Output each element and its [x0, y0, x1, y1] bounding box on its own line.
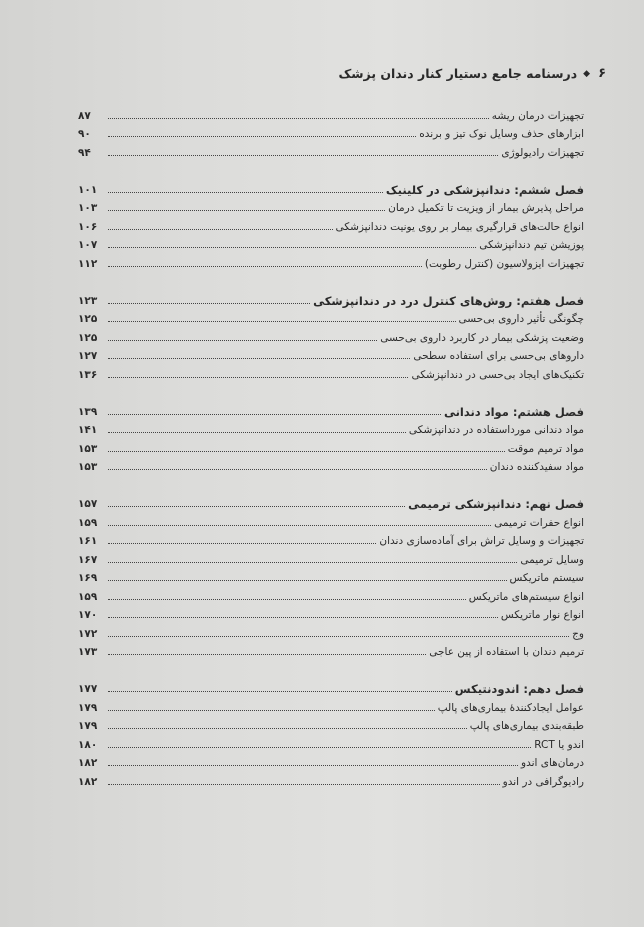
toc-entry-title: طبقه‌بندی بیماری‌های پالپ [469, 720, 584, 732]
toc-entry [78, 733, 584, 752]
dot-leader [108, 358, 410, 359]
toc-page-number: ۱۵۹ [78, 590, 98, 603]
toc-chapter-heading [78, 491, 584, 511]
toc-entry-title: وضعیت پزشکی بیمار در کاربرد داروی بی‌حسی [380, 331, 584, 344]
toc-page-number: ۱۰۱ [78, 183, 98, 196]
toc-entry [78, 770, 584, 789]
toc-entry [78, 326, 584, 345]
dot-leader [108, 710, 435, 711]
toc-page-number: ۱۶۹ [78, 572, 98, 584]
toc-page-number: ۱۱۲ [78, 257, 98, 270]
toc-entry [78, 585, 584, 604]
toc-entry [78, 252, 584, 271]
dot-leader [108, 247, 476, 248]
toc-entry [78, 123, 584, 142]
toc-page-number: ۱۵۳ [78, 442, 98, 455]
toc-entry [78, 696, 584, 715]
toc-entry [78, 197, 584, 216]
toc-entry-title: اندو یا RCT [534, 738, 584, 751]
toc-page-number: ۱۰۳ [78, 202, 98, 214]
dot-leader [108, 654, 426, 655]
toc-page-number: ۱۵۳ [78, 461, 98, 473]
toc-entry-title: داروهای بی‌حسی برای استفاده سطحی [413, 350, 584, 362]
dot-leader [108, 525, 491, 526]
toc-page-number: ۱۸۲ [78, 775, 98, 788]
toc-entry-title: پوزیشن تیم دندانپزشکی [479, 239, 584, 251]
dot-leader [108, 599, 466, 600]
toc-entry-title: ابزارهای حذف وسایل نوک تیز و برنده [419, 128, 584, 140]
dot-leader [108, 765, 518, 766]
toc-chapter-heading [78, 676, 584, 696]
toc-entry-title: تجهیزات ایزولاسیون (کنترل رطوبت) [424, 257, 584, 270]
toc-entry-title: انواع سیستم‌های ماتریکس [468, 590, 584, 603]
dot-leader [108, 210, 385, 211]
toc-page-number: ۱۷۳ [78, 646, 98, 658]
toc-entry-title: انواع نوار ماتریکس [500, 609, 584, 621]
toc-page-number: ۱۸۰ [78, 738, 98, 751]
toc-page-number: ۱۴۱ [78, 424, 98, 436]
toc-entry [78, 752, 584, 771]
toc-entry-title: عوامل ایجادکنندهٔ بیماری‌های پالپ [437, 701, 584, 714]
dot-leader [108, 691, 452, 692]
toc-entry-title: انواع حفرات ترمیمی [494, 516, 584, 529]
toc-entry-title: فصل هفتم: روش‌های کنترل درد در دندانپزشکی [313, 293, 584, 308]
toc-entry [78, 530, 584, 549]
dot-leader [108, 636, 569, 637]
dot-leader [108, 192, 383, 193]
toc-entry [78, 511, 584, 530]
dot-leader [108, 377, 408, 378]
toc-page-number: ۹۴ [78, 146, 91, 159]
dot-leader [108, 414, 441, 415]
dot-leader [108, 136, 416, 137]
toc-entry [78, 345, 584, 364]
chapter-spacer [78, 474, 584, 491]
toc-chapter-heading [78, 399, 584, 419]
dot-leader [108, 321, 456, 322]
book-title: درسنامه جامع دستیار کنار دندان پزشک [338, 66, 578, 81]
toc-entry-title: ترمیم دندان با استفاده از پین عاجی [429, 646, 584, 658]
dot-leader [108, 118, 489, 119]
dot-leader [108, 728, 467, 729]
toc-entry-title: تجهیزات و وسایل تراش برای آماده‌سازی دندان [379, 535, 584, 547]
toc-entry [78, 419, 584, 438]
toc-page-number: ۱۶۷ [78, 553, 98, 566]
dot-leader [108, 266, 422, 267]
toc-entry [78, 548, 584, 567]
toc-entry [78, 308, 584, 327]
toc-entry [78, 215, 584, 234]
dot-leader [108, 155, 498, 156]
toc-entry [78, 363, 584, 382]
toc-page-number: ۱۲۵ [78, 331, 98, 344]
toc-page-number: ۱۷۲ [78, 627, 98, 640]
toc-entry-title: درمان‌های اندو [521, 757, 584, 769]
toc-page-number: ۱۳۹ [78, 405, 98, 418]
toc-entry-title: تکنیک‌های ایجاد بی‌حسی در دندانپزشکی [411, 368, 584, 381]
toc-entry [78, 567, 584, 586]
toc-entry-title: تجهیزات درمان ریشه [491, 109, 584, 122]
toc-entry-title: مواد دندانی مورداستفاده در دندانپزشکی [408, 424, 584, 436]
toc-entry-title: مراحل پذیرش بیمار از ویزیت تا تکمیل درمان [388, 202, 584, 214]
toc-page-number: ۱۳۶ [78, 368, 98, 381]
chapter-spacer [78, 160, 584, 177]
toc-page-number: ۱۲۷ [78, 350, 98, 362]
dot-leader [108, 229, 333, 230]
dot-leader [108, 303, 310, 304]
toc-entry-title: چگونگی تأثیر داروی بی‌حسی [458, 313, 584, 325]
toc-entry [78, 141, 584, 160]
chapter-spacer [78, 271, 584, 288]
toc-entry-title: سیستم ماتریکس [509, 572, 584, 584]
toc-entry-title: فصل دهم: اندودنتیکس [454, 682, 584, 696]
toc-page-number: ۱۰۶ [78, 220, 98, 233]
toc-page-number: ۱۷۰ [78, 609, 98, 621]
toc-entry-title: مواد سفیدکننده دندان [489, 461, 584, 473]
toc-page-number: ۱۶۱ [78, 535, 98, 547]
toc-entry-title: رادیوگرافی در اندو [502, 775, 584, 788]
toc-entry-title: فصل نهم: دندانپزشکی ترمیمی [408, 497, 584, 511]
toc-page-number: ۱۵۹ [78, 516, 98, 529]
toc-entry-title: فصل ششم: دندانپزشکی در کلینیک [385, 182, 584, 197]
toc-entry-title: فصل هشتم: مواد دندانی [443, 404, 584, 419]
dot-leader [108, 432, 406, 433]
toc-entry [78, 104, 584, 123]
chapter-spacer [78, 382, 584, 399]
toc-page-number: ۱۲۳ [78, 294, 98, 307]
dot-leader [108, 617, 498, 618]
diamond-bullet-icon: ◆ [583, 68, 591, 79]
page-number: ۶ [598, 66, 606, 81]
table-of-contents [78, 104, 584, 789]
toc-page-number: ۹۰ [78, 128, 91, 140]
dot-leader [108, 340, 377, 341]
toc-page-number: ۱۲۵ [78, 313, 98, 325]
dot-leader [108, 451, 505, 452]
toc-entry-title: وسایل ترمیمی [520, 553, 584, 566]
toc-page-number: ۸۷ [78, 109, 91, 122]
toc-page-number: ۱۵۷ [78, 498, 98, 510]
toc-entry-title: تجهیزات رادیولوژی [501, 146, 584, 159]
dot-leader [108, 580, 507, 581]
toc-entry-title: مواد ترمیم موقت [507, 442, 584, 455]
toc-page-number: ۱۷۹ [78, 720, 98, 732]
toc-entry [78, 456, 584, 475]
toc-chapter-heading [78, 288, 584, 308]
toc-page-number: ۱۸۲ [78, 757, 98, 769]
toc-entry-title: انواع حالت‌های قرارگیری بیمار بر روی یونیت دندانپزشکی [335, 220, 584, 233]
dot-leader [108, 784, 500, 785]
toc-entry [78, 715, 584, 734]
running-header [60, 66, 606, 81]
dot-leader [108, 543, 376, 544]
toc-entry [78, 604, 584, 623]
dot-leader [108, 562, 517, 563]
toc-page-number: ۱۷۹ [78, 701, 98, 714]
toc-entry [78, 437, 584, 456]
toc-chapter-heading [78, 177, 584, 197]
toc-entry [78, 641, 584, 660]
toc-page-number: ۱۰۷ [78, 239, 98, 251]
toc-page-number: ۱۷۷ [78, 683, 98, 695]
toc-entry [78, 234, 584, 253]
toc-entry-title: وج [572, 627, 584, 640]
chapter-spacer [78, 659, 584, 676]
dot-leader [108, 506, 405, 507]
dot-leader [108, 747, 531, 748]
toc-entry [78, 622, 584, 641]
dot-leader [108, 469, 487, 470]
